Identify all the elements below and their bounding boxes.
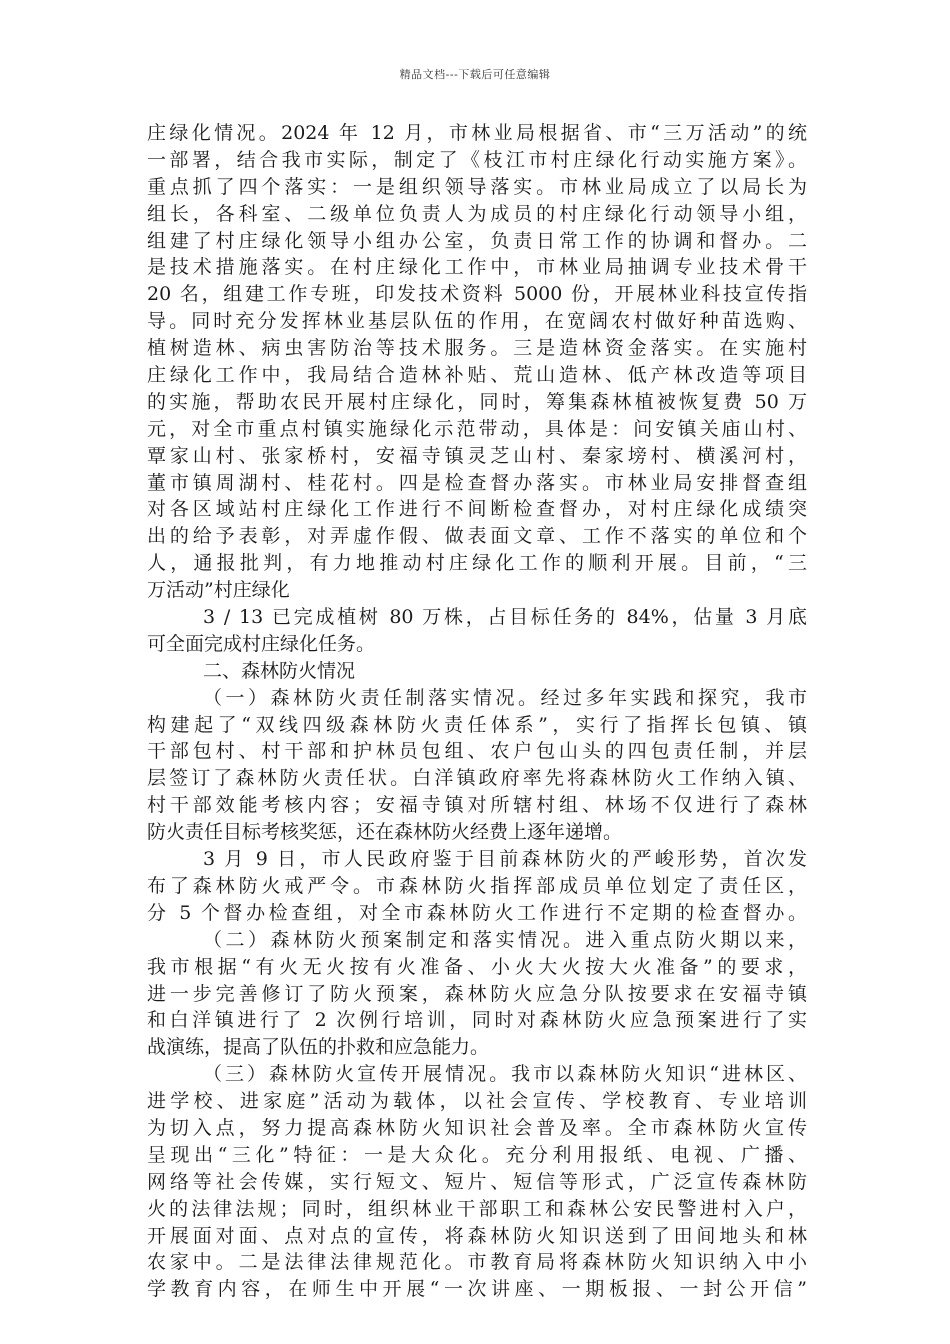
text-line: 是技术措施落实。在村庄绿化工作中，市林业局抽调专业技术骨干 — [147, 256, 807, 279]
text-line: 二、森林防火情况 — [203, 659, 356, 682]
text-line: 庄绿化工作中，我局结合造林补贴、荒山造林、低产林改造等项目 — [147, 364, 807, 387]
text-line: 防火责任目标考核奖惩，还在森林防火经费上逐年递增。 — [147, 821, 623, 844]
text-line: 3 月 9 日，市人民政府鉴于目前森林防火的严峻形势，首次发 — [203, 848, 807, 871]
text-line: （三）森林防火宣传开展情况。我市以森林防火知识“进林区、 — [203, 1063, 807, 1086]
text-line: 火的法律法规；同时，组织林业干部职工和森林公安民警进村入户， — [147, 1197, 807, 1220]
text-line: 为切入点，努力提高森林防火知识社会普及率。全市森林防火宣传 — [147, 1116, 807, 1139]
text-line: 网络等社会传媒，实行短文、短片、短信等形式，广泛宣传森林防 — [147, 1170, 807, 1193]
page-header: 精品文档---下载后可任意编辑 — [399, 68, 551, 81]
text-line: 人，通报批判，有力地推动村庄绿化工作的顺利开展。目前，“三 — [147, 552, 807, 575]
text-line: 布了森林防火戒严令。市森林防火指挥部成员单位划定了责任区， — [147, 874, 807, 897]
text-line: 战演练，提高了队伍的扑救和应急能力。 — [147, 1036, 490, 1059]
text-line: 组长，各科室、二级单位负责人为成员的村庄绿化行动领导小组， — [147, 202, 807, 225]
text-line: 进一步完善修订了防火预案，森林防火应急分队按要求在安福寺镇 — [147, 982, 807, 1005]
text-line: 村干部效能考核内容；安福寺镇对所辖村组、林场不仅进行了森林 — [147, 794, 807, 817]
text-line: 农家中。二是法律法律规范化。市教育局将森林防火知识纳入中小 — [147, 1251, 807, 1274]
text-line: 重点抓了四个落实：一是组织领导落实。市林业局成立了以局长为 — [147, 175, 807, 198]
text-line: 干部包村、村干部和护林员包组、农户包山头的四包责任制，并层 — [147, 740, 807, 763]
text-line: 出的给予表彰，对弄虚作假、做表面文章、工作不落实的单位和个 — [147, 525, 807, 548]
text-line: 导。同时充分发挥林业基层队伍的作用，在宽阔农村做好种苗选购、 — [147, 310, 807, 333]
text-line: 构建起了“双线四级森林防火责任体系”，实行了指挥长包镇、镇 — [147, 713, 807, 736]
text-line: （二）森林防火预案制定和落实情况。进入重点防火期以来， — [203, 928, 807, 951]
text-line: 元，对全市重点村镇实施绿化示范带动，具体是：问安镇关庙山村、 — [147, 417, 807, 440]
text-line: 学教育内容，在师生中开展“一次讲座、一期板报、一封公开信” — [147, 1278, 807, 1301]
text-line: 一部署，结合我市实际，制定了《枝江市村庄绿化行动实施方案》。 — [147, 148, 807, 171]
text-line: 可全面完成村庄绿化任务。 — [147, 632, 376, 655]
text-line: 我市根据“有火无火按有火准备、小火大火按大火准备”的要求， — [147, 955, 807, 978]
text-line: 进学校、进家庭”活动为载体，以社会宣传、学校教育、专业培训 — [147, 1090, 807, 1113]
text-line: 对各区域站村庄绿化工作进行不间断检查督办，对村庄绿化成绩突 — [147, 498, 807, 521]
text-line: 和白洋镇进行了 2 次例行培训，同时对森林防火应急预案进行了实 — [147, 1009, 807, 1032]
text-line: （一）森林防火责任制落实情况。经过多年实践和探究，我市 — [203, 686, 807, 709]
text-line: 层签订了森林防火责任状。白洋镇政府率先将森林防火工作纳入镇、 — [147, 767, 807, 790]
text-line: 分 5 个督办检查组，对全市森林防火工作进行不定期的检查督办。 — [147, 901, 807, 924]
text-line: 万活动”村庄绿化 — [147, 579, 290, 602]
text-line: 组建了村庄绿化领导小组办公室，负责日常工作的协调和督办。二 — [147, 229, 807, 252]
text-line: 庄绿化情况。2024 年 12 月，市林业局根据省、市“三万活动”的统 — [147, 122, 807, 144]
document-body — [147, 120, 807, 1303]
text-line: 20 名，组建工作专班，印发技术资料 5000 份，开展林业科技宣传指 — [147, 283, 807, 306]
text-line: 呈现出“三化”特征：一是大众化。充分利用报纸、电视、广播、 — [147, 1143, 807, 1166]
text-line: 覃家山村、张家桥村，安福寺镇灵芝山村、秦家塝村、横溪河村， — [147, 444, 807, 467]
text-line: 开展面对面、点对点的宣传，将森林防火知识送到了田间地头和林 — [147, 1224, 807, 1247]
text-line: 植树造林、病虫害防治等技术服务。三是造林资金落实。在实施村 — [147, 337, 807, 360]
text-line: 董市镇周湖村、桂花村。四是检查督办落实。市林业局安排督查组 — [147, 471, 807, 494]
text-line: 3 / 13 已完成植树 80 万株，占目标任务的 84%，估量 3 月底 — [203, 606, 807, 629]
text-line: 的实施，帮助农民开展村庄绿化，同时，筹集森林植被恢复费 50 万 — [147, 390, 807, 413]
